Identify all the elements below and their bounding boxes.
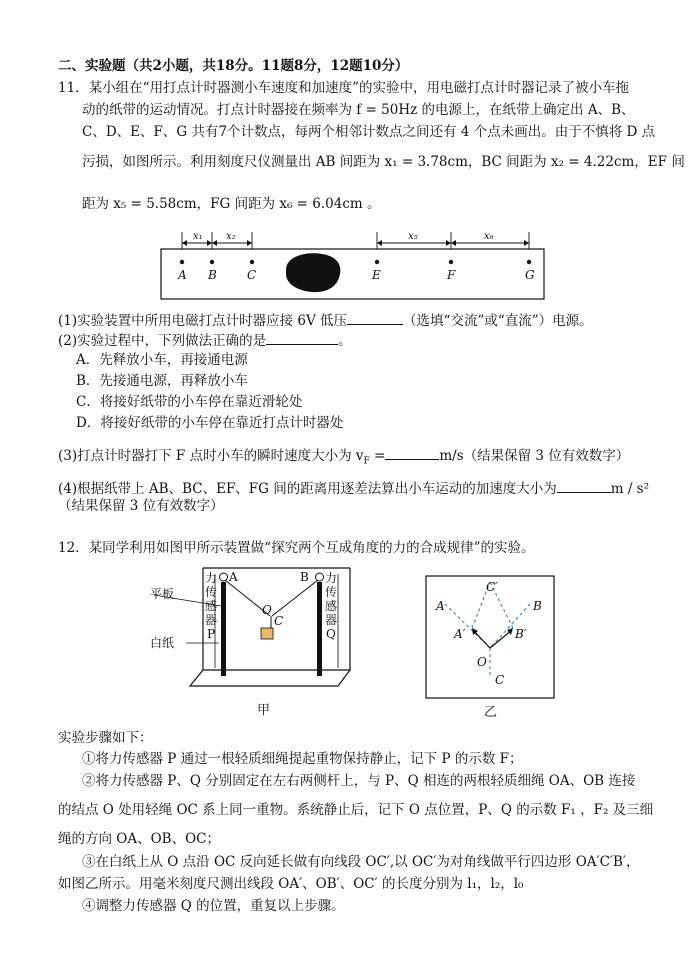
q11-line2: 动的纸带的运动情况。打点计时器接在频率为 f = 50Hz 的电源上，在纸带上确定出 A、B、 [82,102,635,118]
tape-point-g: G [525,268,535,282]
steps-heading: 实验步骤如下： [58,730,153,746]
caption-yi: 乙 [484,705,498,720]
step-1: ①将力传感器 P 通过一根轻质细绳提起重物保持静止，记下 P 的示数 F； [82,751,523,767]
svg-text:P: P [207,627,216,641]
q11-text-1: 某小组在“用打点计时器测小车速度和加速度”的实验中，用电磁打点计时器记录了被小车拖 [88,80,629,96]
option-d: D．将接好纸带的小车停在靠近打点计时器处 [76,415,344,431]
answer-blank-4[interactable] [557,478,611,493]
q11-line3: C、D、E、F、G 共有7个计数点，每两个相邻计数点之间还有 4 个点未画出。由于不慎将 D 点 [82,124,656,140]
q11-sub4-line1: (4)根据纸带上 AB、BC、EF、FG 间的距离用逐差法算出小车运动的加速度大小为 m / s² [58,478,649,499]
svg-text:B: B [533,599,542,613]
svg-text:C′: C′ [486,580,498,594]
svg-text:C: C [274,614,284,628]
section-heading: 二、实验题（共2小题，共18分。11题8分，12题10分） [58,58,409,74]
caption-jia: 甲 [257,703,271,718]
svg-text:力: 力 [205,571,218,585]
q11-number: 11． [58,80,89,96]
step-3-a: ③在白纸上从 O 点沿 OC 反向延长做有向线段 OC′,以 OC′为对角线做平行四边形 OA′C′B′， [82,854,640,870]
option-c: C．将接好纸带的小车停在靠近滑轮处 [76,394,303,410]
option-a: A．先释放小车，再接通电源 [76,352,248,368]
answer-blank-1[interactable] [347,310,403,325]
q11-line5: 距为 x₅ = 5.58cm，FG 间距为 x₆ = 6.04cm 。 [82,196,381,212]
interval-x1: x₁ [193,231,203,242]
svg-text:器: 器 [205,613,218,627]
svg-text:A′: A′ [454,627,466,641]
svg-text:O: O [262,603,272,617]
q11-sub1: (1)实验装置中所用电磁打点计时器应接 6V 低压 （选填“交流”或“直流”）电源。 [58,310,593,331]
q12-stem: 12．某同学利用如图甲所示装置做“探究两个互成角度的力的合成规律”的实验。 [58,540,535,556]
figure-jia [148,562,360,722]
q11-sub4-line2: （结果保留 3 位有效数字） [58,498,224,514]
paper-label: 白纸 [150,636,175,650]
ink-blot [286,253,340,292]
q11-line4: 污损，如图所示。利用刻度尺仪测量出 AB 间距为 x₁ = 3.78cm，BC 间距为 x₂ = 4.22cm，EF 间 [82,154,685,170]
svg-text:传: 传 [325,585,338,599]
step-2-b: 的结点 O 处用轻绳 OC 系上同一重物。系统静止后，记下 O 点位置，P、Q 的示数 F₁ ，F₂ 及三细 [58,802,654,818]
svg-text:器: 器 [325,613,338,627]
svg-text:感: 感 [325,599,338,613]
board-label: 平板 [150,587,175,601]
svg-text:O: O [477,655,487,669]
interval-x5: x₅ [408,231,418,242]
figure-yi [420,570,560,722]
svg-text:感: 感 [205,599,218,613]
svg-text:C: C [495,673,505,687]
interval-x2: x₂ [226,231,236,242]
tape-point-c: C [247,268,257,282]
tape-point-b: B [208,268,217,282]
step-2-a: ②将力传感器 P、Q 分别固定在左右两侧杆上，与 P、Q 相连的两根轻质细绳 OA、OB 连接 [82,773,636,789]
paper-tape-figure [160,226,546,302]
q11-sub2: (2)实验过程中，下列做法正确的是 。 [58,330,352,351]
q11-line1 [58,78,629,98]
step-4: ④调整力传感器 Q 的位置，重复以上步骤。 [82,898,345,914]
tape-point-f: F [447,268,456,282]
svg-text:B′: B′ [515,627,527,641]
tape-point-e: E [372,268,381,282]
svg-text:Q: Q [326,627,336,641]
answer-blank-2[interactable] [266,330,338,345]
option-b: B．先接通电源，再释放小车 [76,373,248,389]
svg-text:A: A [436,599,445,613]
svg-text:A: A [229,570,238,584]
svg-text:传: 传 [205,585,218,599]
tape-point-a: A [178,268,187,282]
svg-text:力: 力 [325,571,338,585]
answer-blank-3[interactable] [385,445,439,460]
interval-x6: x₆ [484,231,494,242]
q11-sub3: (3)打点计时器打下 F 点时小车的瞬时速度大小为 $v_F = m/s$（结果保留 3 位有效数字） [58,445,629,472]
svg-text:B: B [300,570,309,584]
step-2-c: 绳的方向 OA、OB、OC； [58,831,220,847]
step-3-b: 如图乙所示。用毫米刻度尺测出线段 OA′、OB′、OC′ 的长度分别为 l₁，l₂，l₀ [58,876,524,892]
